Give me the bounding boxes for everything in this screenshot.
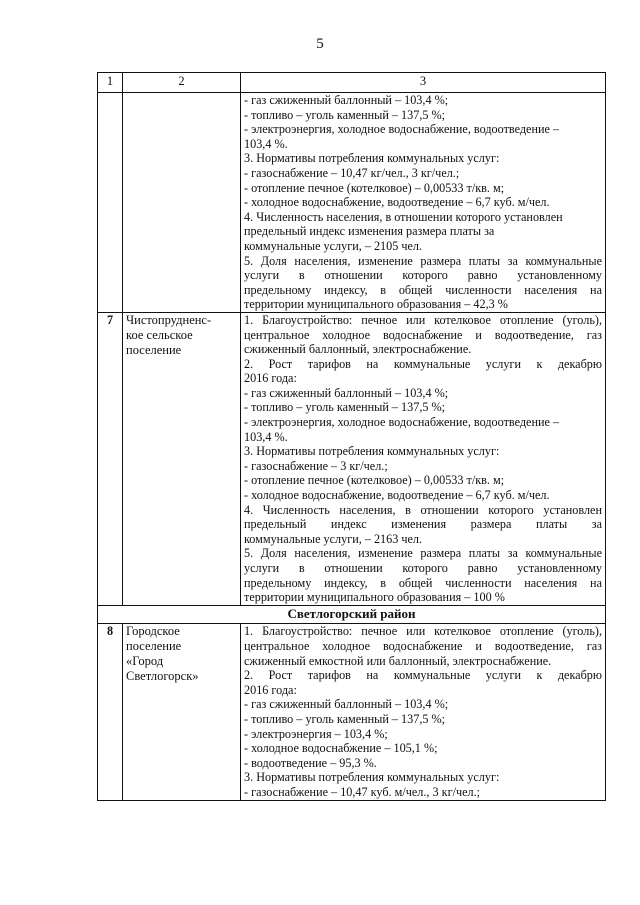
indicator-line: предельный индекс изменения размера платы за [244,224,495,239]
indicator-line: предельному индексу, в общей численности населения на [244,282,602,297]
indicator-line: - электроэнергия, холодное водоснабжение, водоотведение – [244,415,560,430]
indicator-line: - отопление печное (котелковое) – 0,00533 т/кв. м; [244,180,505,195]
indicator-line: - отопление печное (котелковое) – 0,00533 т/кв. м; [244,473,505,488]
indicators-cell [241,312,606,605]
indicator-line: - электроэнергия – 103,4 %; [244,726,388,741]
indicator-line: территории муниципального образования – 100 % [244,590,505,605]
section-row [98,605,606,624]
indicator-line: 103,4 %. [244,136,288,151]
municipality-name-line: поселение [126,342,182,357]
indicator-line: - газоснабжение – 3 кг/чел.; [244,458,388,473]
municipality-name [123,312,241,605]
municipality-name-line: Чистопрудненс- [126,312,212,327]
data-table [97,72,606,801]
indicator-line: - водоотведение – 95,3 %. [244,755,377,770]
indicator-line: - газ сжиженный баллонный – 103,4 %; [244,385,449,400]
indicator-line: - газ сжиженный баллонный – 103,4 %; [244,697,449,712]
indicator-line: центральное холодное водоснабжение и водоотведение, газ [244,327,602,342]
indicator-line: 5. Доля населения, изменение размера платы за коммунальные [244,546,602,561]
indicators-cell [241,624,606,800]
row-number: 8 [98,624,123,800]
indicator-line: 4. Численность населения, в отношении которого установлен [244,502,602,517]
indicator-line: 1. Благоустройство: печное или котелковое отопление (уголь), [244,624,602,639]
indicator-line: услуги в отношении которого равно установленному [244,561,602,575]
municipality-name-line: поселение [126,639,182,654]
indicator-line: - холодное водоснабжение, водоотведение – 6,7 куб. м/чел. [244,488,550,503]
page-number: 5 [316,36,324,52]
section-title: Светлогорский район [98,605,606,624]
indicator-line: 2016 года: [244,371,297,386]
indicator-line: 1. Благоустройство: печное или котелковое отопление (уголь), [244,312,602,327]
indicator-line: 4. Численность населения, в отношении которого установлен [244,209,563,224]
indicator-line: сжиженный баллонный, электроснабжение. [244,342,472,357]
indicator-line: предельный индекс изменения размера платы за [244,517,602,532]
indicator-line: 5. Доля населения, изменение размера платы за коммунальные [244,253,602,268]
municipality-name-line: «Город [126,654,164,669]
indicator-line: - холодное водоснабжение – 105,1 %; [244,741,438,756]
municipality-name-line: кое сельское [126,327,193,342]
indicator-line: сжиженный емкостной или баллонный, электроснабжение. [244,653,552,668]
indicators-cell [241,93,606,313]
indicator-line: - топливо – уголь каменный – 137,5 %; [244,107,446,122]
table-row [98,312,606,605]
indicator-line: предельному индексу, в общей численности населения на [244,575,602,590]
indicator-line: коммунальные услуги, – 2163 чел. [244,531,423,546]
table-row [98,93,606,313]
row-number [98,93,123,313]
municipality-name [123,624,241,800]
indicator-line: 3. Нормативы потребления коммунальных услуг: [244,151,500,166]
indicator-line: - электроэнергия, холодное водоснабжение, водоотведение – [244,122,560,137]
indicator-line: - газоснабжение – 10,47 кг/чел., 3 кг/чел.; [244,165,460,180]
municipality-name-line: Светлогорск» [126,669,199,684]
column-header-2: 2 [123,73,241,93]
indicator-line: 2. Рост тарифов на коммунальные услуги к декабрю [244,356,602,371]
indicator-line: 103,4 %. [244,429,288,444]
column-header-1: 1 [98,73,123,93]
indicator-line: - топливо – уголь каменный – 137,5 %; [244,400,446,415]
indicator-line: 2. Рост тарифов на коммунальные услуги к декабрю [244,668,602,683]
table-row [98,624,606,800]
indicator-line: 3. Нормативы потребления коммунальных услуг: [244,444,500,459]
indicator-line: территории муниципального образования – 42,3 % [244,297,508,312]
municipality-name [123,93,241,313]
indicator-line: 3. Нормативы потребления коммунальных услуг: [244,770,500,785]
indicator-line: услуги в отношении которого равно установленному [244,268,602,283]
indicator-line: - топливо – уголь каменный – 137,5 %; [244,711,446,726]
indicator-line: центральное холодное водоснабжение и водоотведение, газ [244,638,602,653]
table-header-row [98,73,606,93]
municipality-name-line: Городское [126,624,180,639]
column-header-3: 3 [241,73,606,93]
indicator-line: 2016 года: [244,682,297,697]
row-number: 7 [98,312,123,605]
indicator-line: - газ сжиженный баллонный – 103,4 %; [244,93,449,107]
indicator-line: коммунальные услуги, – 2105 чел. [244,238,423,253]
indicator-line: - холодное водоснабжение, водоотведение – 6,7 куб. м/чел. [244,195,550,210]
indicator-line: - газоснабжение – 10,47 куб. м/чел., 3 кг/чел.; [244,784,481,799]
